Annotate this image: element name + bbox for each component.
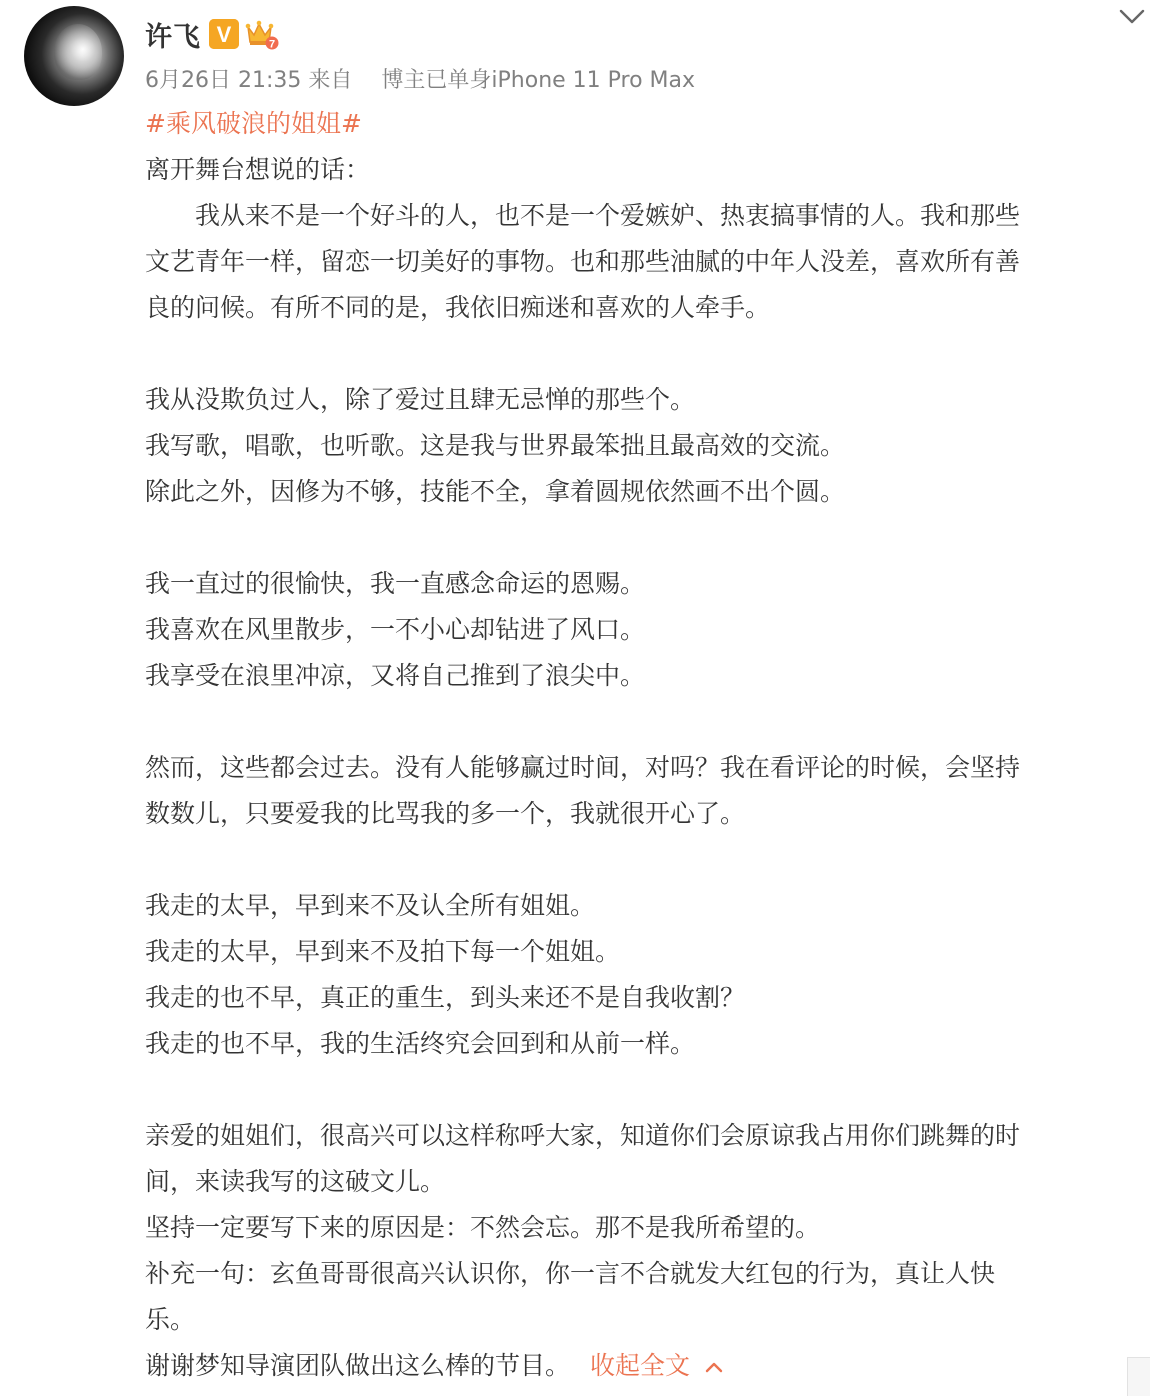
verified-badge-icon[interactable] [209, 19, 239, 49]
avatar[interactable] [24, 6, 124, 106]
post-line: 亲爱的姐姐们，很高兴可以这样称呼大家，知道你们会原谅我占用你们跳舞的时 [145, 1121, 1021, 1150]
verified-badge-letter: V [216, 22, 232, 47]
post-meta [145, 63, 695, 94]
post-line: 数数儿，只要爱我的比骂我的多一个，我就很开心了。 [145, 799, 746, 828]
author-name[interactable]: 许飞 [145, 21, 201, 53]
post-line: 我走的太早，早到来不及认全所有姐姐。 [145, 891, 596, 920]
post-from-label: 来自 [308, 68, 353, 93]
post-line: 然而，这些都会过去。没有人能够赢过时间，对吗？我在看评论的时候，会坚持 [145, 753, 1021, 782]
post-hashtag-row [145, 101, 1145, 147]
post-line: 间，来读我写的这破文儿。 [145, 1167, 446, 1196]
post-last-line [145, 1343, 1145, 1389]
post-line: 乐。 [145, 1305, 196, 1334]
collapse-button[interactable] [590, 1351, 724, 1380]
post-line: 离开舞台想说的话： [145, 155, 371, 184]
post-hashtag[interactable]: #乘风破浪的姐姐# [145, 109, 362, 138]
avatar-highlight [54, 24, 102, 80]
scrollbar-corner[interactable] [1127, 1357, 1150, 1396]
post-line: 我走的也不早，我的生活终究会回到和从前一样。 [145, 1029, 696, 1058]
chevron-up-icon [704, 1360, 724, 1374]
crown-badge-icon[interactable] [245, 18, 279, 50]
post-line: 我从没欺负过人，除了爱过且肆无忌惮的那些个。 [145, 385, 696, 414]
post-line: 我走的太早，早到来不及拍下每一个姐姐。 [145, 937, 621, 966]
post-line: 我写歌，唱歌，也听歌。这是我与世界最笨拙且最高效的交流。 [145, 431, 846, 460]
post-line: 文艺青年一样，留恋一切美好的事物。也和那些油腻的中年人没差，喜欢所有善 [145, 247, 1021, 276]
collapse-label: 收起全文 [590, 1351, 691, 1380]
author-header [145, 14, 279, 54]
chevron-down-icon[interactable] [1118, 2, 1146, 30]
post-line: 我喜欢在风里散步，一不小心却钻进了风口。 [145, 615, 646, 644]
post-source[interactable]: 博主已单身iPhone 11 Pro Max [381, 68, 696, 93]
post-line: 谢谢梦知导演团队做出这么棒的节目。 [145, 1351, 571, 1380]
post-line: 坚持一定要写下来的原因是：不然会忘。那不是我所希望的。 [145, 1213, 821, 1242]
post-date[interactable]: 6月26日 21:35 [145, 68, 302, 93]
crown-badge-number: 7 [268, 38, 276, 50]
post-line: 我享受在浪里冲凉，又将自己推到了浪尖中。 [145, 661, 646, 690]
post-line: 我从来不是一个好斗的人，也不是一个爱嫉妒、热衷搞事情的人。我和那些 [145, 201, 1021, 230]
post-line: 补充一句：玄鱼哥哥很高兴认识你，你一言不合就发大红包的行为，真让人快 [145, 1259, 996, 1288]
post-line: 良的问候。有所不同的是，我依旧痴迷和喜欢的人牵手。 [145, 293, 771, 322]
post-line: 我走的也不早，真正的重生，到头来还不是自我收割？ [145, 983, 746, 1012]
post-line: 除此之外，因修为不够，技能不全，拿着圆规依然画不出个圆。 [145, 477, 846, 506]
post-line: 我一直过的很愉快，我一直感念命运的恩赐。 [145, 569, 646, 598]
